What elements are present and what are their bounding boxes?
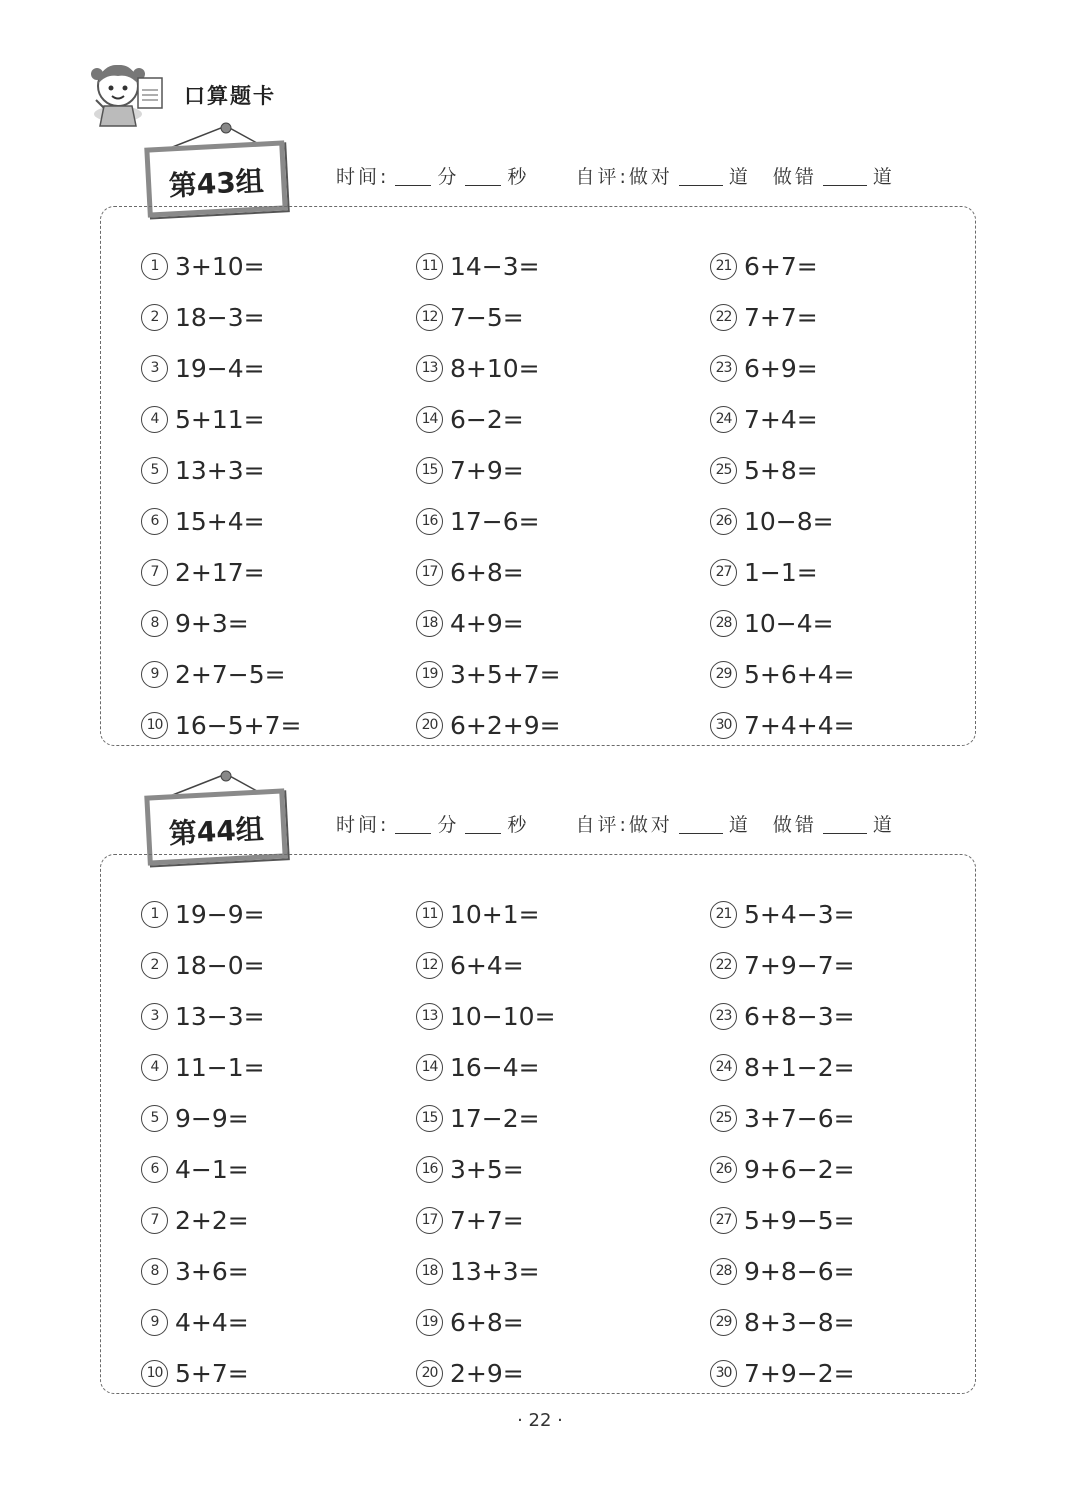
problem-number: 13 bbox=[416, 1003, 443, 1030]
problem-text: 3+7−6= bbox=[744, 1104, 855, 1133]
problem-text: 7+4= bbox=[744, 405, 818, 434]
problem-text: 6+2+9= bbox=[450, 711, 561, 740]
problem-item bbox=[141, 889, 265, 940]
problem-number: 5 bbox=[141, 1105, 168, 1132]
problem-text: 5+8= bbox=[744, 456, 818, 485]
problem-item bbox=[710, 649, 855, 700]
problem-number: 8 bbox=[141, 1258, 168, 1285]
problem-item bbox=[416, 649, 561, 700]
problem-text: 2+2= bbox=[175, 1206, 249, 1235]
problem-number: 29 bbox=[710, 661, 737, 688]
problem-number: 27 bbox=[710, 1207, 737, 1234]
wrong-blank[interactable] bbox=[823, 815, 867, 834]
problem-item bbox=[710, 343, 855, 394]
problem-number: 15 bbox=[416, 1105, 443, 1132]
problem-item bbox=[141, 241, 301, 292]
problem-column bbox=[710, 889, 855, 1399]
problem-item bbox=[141, 445, 301, 496]
problem-text: 7−5= bbox=[450, 303, 524, 332]
problem-item bbox=[141, 292, 301, 343]
problem-column bbox=[710, 241, 855, 751]
problem-text: 4+4= bbox=[175, 1308, 249, 1337]
problem-text: 13+3= bbox=[450, 1257, 540, 1286]
problem-text: 6+8= bbox=[450, 558, 524, 587]
problem-text: 9+6−2= bbox=[744, 1155, 855, 1184]
seconds-blank[interactable] bbox=[465, 815, 501, 834]
problem-text: 17−6= bbox=[450, 507, 540, 536]
problem-text: 6+8= bbox=[450, 1308, 524, 1337]
problem-text: 5+9−5= bbox=[744, 1206, 855, 1235]
page-number: · 22 · bbox=[517, 1410, 563, 1431]
problem-number: 30 bbox=[710, 1360, 737, 1387]
problem-text: 7+9= bbox=[450, 456, 524, 485]
problem-text: 3+6= bbox=[175, 1257, 249, 1286]
problem-number: 3 bbox=[141, 355, 168, 382]
girl-mascot-icon bbox=[88, 56, 180, 132]
stats-line bbox=[336, 810, 895, 837]
problem-item bbox=[710, 496, 855, 547]
problem-item bbox=[710, 394, 855, 445]
problem-number: 10 bbox=[141, 712, 168, 739]
problem-item bbox=[416, 598, 561, 649]
problem-number: 18 bbox=[416, 610, 443, 637]
problem-column bbox=[141, 241, 301, 751]
problem-text: 2+9= bbox=[450, 1359, 524, 1388]
stats-line bbox=[336, 162, 895, 189]
problem-number: 28 bbox=[710, 610, 737, 637]
problem-text: 6+4= bbox=[450, 951, 524, 980]
problem-number: 17 bbox=[416, 1207, 443, 1234]
problem-text: 10−10= bbox=[450, 1002, 556, 1031]
problem-number: 6 bbox=[141, 1156, 168, 1183]
problem-text: 7+9−7= bbox=[744, 951, 855, 980]
problem-item bbox=[710, 1297, 855, 1348]
problems-panel bbox=[100, 206, 976, 746]
problem-text: 6+8−3= bbox=[744, 1002, 855, 1031]
self-eval-label: 自评:做对 bbox=[575, 166, 673, 188]
problem-item bbox=[710, 1348, 855, 1399]
dao-label: 道 bbox=[728, 814, 751, 836]
problem-text: 3+5+7= bbox=[450, 660, 561, 689]
problem-item bbox=[141, 940, 265, 991]
problem-item bbox=[710, 598, 855, 649]
group-title: 第43组 bbox=[167, 164, 265, 203]
problem-number: 20 bbox=[416, 1360, 443, 1387]
problem-number: 3 bbox=[141, 1003, 168, 1030]
second-label: 秒 bbox=[507, 166, 530, 188]
problem-text: 2+17= bbox=[175, 558, 265, 587]
problem-item bbox=[710, 547, 855, 598]
problem-number: 28 bbox=[710, 1258, 737, 1285]
time-label: 时间: bbox=[336, 814, 390, 836]
problem-item bbox=[416, 1348, 556, 1399]
problem-item bbox=[141, 598, 301, 649]
problem-text: 13+3= bbox=[175, 456, 265, 485]
problem-text: 13−3= bbox=[175, 1002, 265, 1031]
problem-item bbox=[141, 1246, 265, 1297]
problem-text: 16−5+7= bbox=[175, 711, 302, 740]
problem-text: 6+9= bbox=[744, 354, 818, 383]
problem-item bbox=[416, 445, 561, 496]
problem-text: 7+9−2= bbox=[744, 1359, 855, 1388]
problem-number: 7 bbox=[141, 559, 168, 586]
problem-number: 20 bbox=[416, 712, 443, 739]
problem-item bbox=[710, 940, 855, 991]
problem-item bbox=[416, 1144, 556, 1195]
problem-text: 18−0= bbox=[175, 951, 265, 980]
problem-item bbox=[141, 496, 301, 547]
problem-number: 18 bbox=[416, 1258, 443, 1285]
problem-item bbox=[416, 241, 561, 292]
dao-label: 道 bbox=[872, 166, 895, 188]
problem-item bbox=[416, 1297, 556, 1348]
problem-number: 2 bbox=[141, 304, 168, 331]
problem-item bbox=[710, 991, 855, 1042]
problem-item bbox=[710, 1246, 855, 1297]
problem-item bbox=[141, 394, 301, 445]
time-label: 时间: bbox=[336, 166, 390, 188]
problem-item bbox=[416, 394, 561, 445]
problem-item bbox=[710, 700, 855, 751]
problem-text: 6+7= bbox=[744, 252, 818, 281]
problem-item bbox=[141, 1144, 265, 1195]
problem-number: 14 bbox=[416, 1054, 443, 1081]
problem-number: 16 bbox=[416, 1156, 443, 1183]
problem-text: 19−4= bbox=[175, 354, 265, 383]
problem-text: 16−4= bbox=[450, 1053, 540, 1082]
correct-blank[interactable] bbox=[679, 167, 723, 186]
problem-text: 8+1−2= bbox=[744, 1053, 855, 1082]
problem-text: 4+9= bbox=[450, 609, 524, 638]
problem-number: 27 bbox=[710, 559, 737, 586]
problem-text: 5+4−3= bbox=[744, 900, 855, 929]
problem-number: 2 bbox=[141, 952, 168, 979]
problem-number: 12 bbox=[416, 304, 443, 331]
group-title: 第44组 bbox=[167, 812, 265, 851]
wrong-blank[interactable] bbox=[823, 167, 867, 186]
dao-label: 道 bbox=[728, 166, 751, 188]
problem-number: 10 bbox=[141, 1360, 168, 1387]
problem-column bbox=[141, 889, 265, 1399]
problem-number: 4 bbox=[141, 406, 168, 433]
problem-text: 3+5= bbox=[450, 1155, 524, 1184]
problem-number: 17 bbox=[416, 559, 443, 586]
problem-text: 17−2= bbox=[450, 1104, 540, 1133]
minute-label: 分 bbox=[437, 814, 460, 836]
page-header bbox=[88, 56, 388, 132]
wrong-label: 做错 bbox=[772, 814, 817, 836]
problem-item bbox=[710, 1195, 855, 1246]
wrong-label: 做错 bbox=[772, 166, 817, 188]
problem-item bbox=[710, 1042, 855, 1093]
problem-item bbox=[416, 343, 561, 394]
problem-number: 14 bbox=[416, 406, 443, 433]
problem-number: 4 bbox=[141, 1054, 168, 1081]
problem-text: 10+1= bbox=[450, 900, 540, 929]
problem-number: 11 bbox=[416, 901, 443, 928]
problem-number: 23 bbox=[710, 355, 737, 382]
minute-label: 分 bbox=[437, 166, 460, 188]
problem-number: 24 bbox=[710, 1054, 737, 1081]
problem-text: 6−2= bbox=[450, 405, 524, 434]
problem-text: 1−1= bbox=[744, 558, 818, 587]
problem-text: 5+11= bbox=[175, 405, 265, 434]
seconds-blank[interactable] bbox=[465, 167, 501, 186]
minutes-blank[interactable] bbox=[395, 167, 431, 186]
problem-number: 1 bbox=[141, 253, 168, 280]
problem-number: 5 bbox=[141, 457, 168, 484]
problem-number: 21 bbox=[710, 901, 737, 928]
problem-item bbox=[141, 1093, 265, 1144]
problem-text: 19−9= bbox=[175, 900, 265, 929]
problem-text: 18−3= bbox=[175, 303, 265, 332]
problem-item bbox=[416, 991, 556, 1042]
problem-text: 8+3−8= bbox=[744, 1308, 855, 1337]
problem-number: 6 bbox=[141, 508, 168, 535]
problem-number: 8 bbox=[141, 610, 168, 637]
self-eval-label: 自评:做对 bbox=[575, 814, 673, 836]
problem-number: 11 bbox=[416, 253, 443, 280]
problem-number: 25 bbox=[710, 1105, 737, 1132]
problem-item bbox=[416, 940, 556, 991]
problem-item bbox=[416, 1093, 556, 1144]
problem-number: 9 bbox=[141, 1309, 168, 1336]
problem-item bbox=[416, 496, 561, 547]
group-sign bbox=[146, 122, 288, 218]
problem-number: 24 bbox=[710, 406, 737, 433]
problem-number: 19 bbox=[416, 661, 443, 688]
problem-item bbox=[416, 1195, 556, 1246]
problem-text: 9+3= bbox=[175, 609, 249, 638]
problem-number: 9 bbox=[141, 661, 168, 688]
problem-item bbox=[141, 1348, 265, 1399]
problem-item bbox=[141, 649, 301, 700]
problem-text: 11−1= bbox=[175, 1053, 265, 1082]
problem-number: 13 bbox=[416, 355, 443, 382]
problem-text: 5+7= bbox=[175, 1359, 249, 1388]
minutes-blank[interactable] bbox=[395, 815, 431, 834]
problem-number: 12 bbox=[416, 952, 443, 979]
problem-number: 29 bbox=[710, 1309, 737, 1336]
dao-label: 道 bbox=[872, 814, 895, 836]
problem-number: 25 bbox=[710, 457, 737, 484]
problem-column bbox=[416, 241, 561, 751]
problem-number: 16 bbox=[416, 508, 443, 535]
problem-text: 14−3= bbox=[450, 252, 540, 281]
problem-text: 3+10= bbox=[175, 252, 265, 281]
problem-number: 30 bbox=[710, 712, 737, 739]
problem-item bbox=[141, 700, 301, 751]
problem-item bbox=[416, 889, 556, 940]
problem-item bbox=[141, 1042, 265, 1093]
problem-number: 22 bbox=[710, 304, 737, 331]
problem-item bbox=[710, 241, 855, 292]
problem-text: 10−8= bbox=[744, 507, 834, 536]
problem-number: 22 bbox=[710, 952, 737, 979]
second-label: 秒 bbox=[507, 814, 530, 836]
problem-text: 7+4+4= bbox=[744, 711, 855, 740]
problem-text: 5+6+4= bbox=[744, 660, 855, 689]
problem-text: 10−4= bbox=[744, 609, 834, 638]
problem-text: 4−1= bbox=[175, 1155, 249, 1184]
problem-item bbox=[141, 1297, 265, 1348]
problem-number: 7 bbox=[141, 1207, 168, 1234]
problem-item bbox=[710, 1144, 855, 1195]
problem-number: 1 bbox=[141, 901, 168, 928]
problem-text: 15+4= bbox=[175, 507, 265, 536]
problem-number: 21 bbox=[710, 253, 737, 280]
problem-item bbox=[141, 991, 265, 1042]
problem-item bbox=[416, 547, 561, 598]
problem-item bbox=[710, 889, 855, 940]
problem-item bbox=[416, 292, 561, 343]
problem-number: 26 bbox=[710, 1156, 737, 1183]
problem-text: 7+7= bbox=[450, 1206, 524, 1235]
problem-text: 9+8−6= bbox=[744, 1257, 855, 1286]
problem-number: 19 bbox=[416, 1309, 443, 1336]
problem-item bbox=[416, 1246, 556, 1297]
problem-item bbox=[141, 547, 301, 598]
problem-item bbox=[416, 700, 561, 751]
problems-panel bbox=[100, 854, 976, 1394]
page-title: 口算题卡 bbox=[184, 84, 276, 108]
problem-text: 8+10= bbox=[450, 354, 540, 383]
group-sign bbox=[146, 770, 288, 866]
problem-column bbox=[416, 889, 556, 1399]
problem-item bbox=[710, 1093, 855, 1144]
problem-item bbox=[710, 292, 855, 343]
correct-blank[interactable] bbox=[679, 815, 723, 834]
problem-text: 7+7= bbox=[744, 303, 818, 332]
problem-text: 9−9= bbox=[175, 1104, 249, 1133]
problem-number: 23 bbox=[710, 1003, 737, 1030]
problem-item bbox=[710, 445, 855, 496]
problem-number: 26 bbox=[710, 508, 737, 535]
problem-item bbox=[141, 1195, 265, 1246]
problem-text: 2+7−5= bbox=[175, 660, 286, 689]
problem-item bbox=[141, 343, 301, 394]
problem-item bbox=[416, 1042, 556, 1093]
problem-number: 15 bbox=[416, 457, 443, 484]
